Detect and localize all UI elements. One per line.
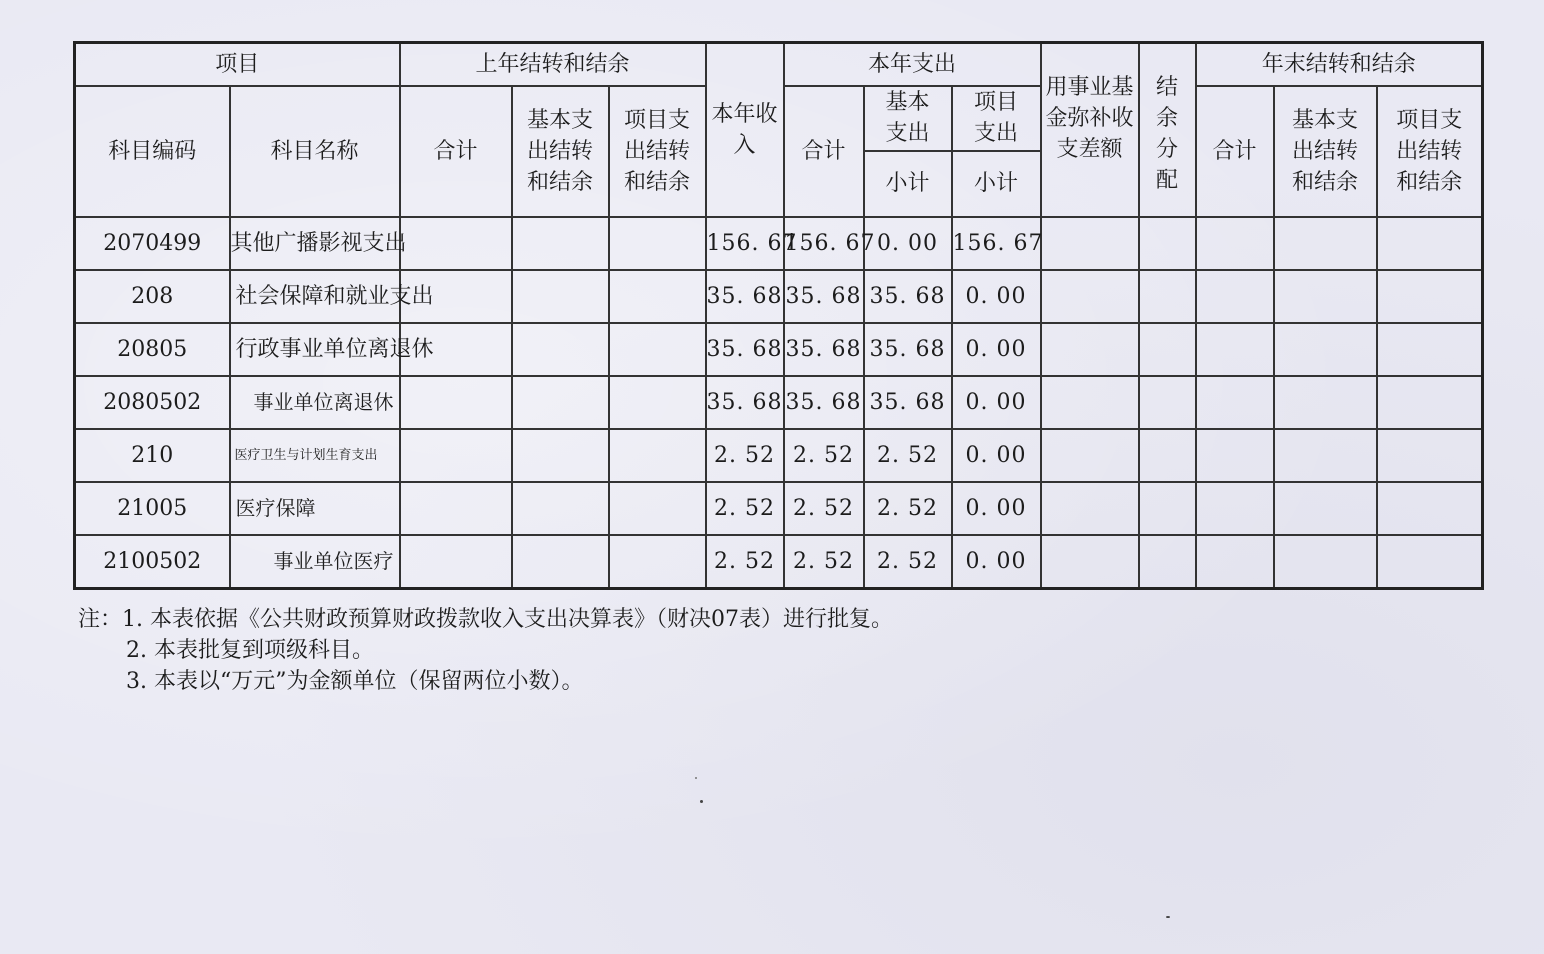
- header-expense: 本年支出: [784, 43, 1041, 86]
- subject-code: 2100502: [75, 535, 230, 589]
- end-total-cell: [1196, 535, 1274, 589]
- header-exp-project-subtotal: 小计: [952, 151, 1041, 217]
- income-cell: 2. 52: [706, 535, 784, 589]
- fund-diff-cell: [1041, 270, 1139, 323]
- subject-code: 21005: [75, 482, 230, 535]
- last-basic-cell: [512, 323, 609, 376]
- income-cell: 2. 52: [706, 482, 784, 535]
- exp-project-cell: 0. 00: [952, 376, 1041, 429]
- last-total-cell: [400, 429, 512, 482]
- subject-name: 医疗卫生与计划生育支出: [230, 429, 400, 482]
- header-exp-basic-subtotal: 小计: [864, 151, 952, 217]
- table-row: [75, 270, 1483, 323]
- last-project-cell: [609, 270, 706, 323]
- exp-project-cell: 156. 67: [952, 217, 1041, 270]
- exp-basic-cell: 0. 00: [864, 217, 952, 270]
- alloc-cell: [1139, 217, 1196, 270]
- exp-project-cell: 0. 00: [952, 535, 1041, 589]
- subject-name: 事业单位医疗: [230, 535, 400, 589]
- end-basic-cell: [1274, 535, 1377, 589]
- end-project-cell: [1377, 376, 1483, 429]
- end-total-cell: [1196, 376, 1274, 429]
- fund-diff-cell: [1041, 217, 1139, 270]
- header-code: 科目编码: [75, 86, 230, 217]
- last-basic-cell: [512, 535, 609, 589]
- header-last-project: 项目支出结转和结余: [609, 86, 706, 217]
- income-cell: 35. 68: [706, 270, 784, 323]
- header-year-end: 年末结转和结余: [1196, 43, 1483, 86]
- last-project-cell: [609, 217, 706, 270]
- income-cell: 156. 67: [706, 217, 784, 270]
- exp-project-cell: 0. 00: [952, 429, 1041, 482]
- last-project-cell: [609, 429, 706, 482]
- table-row: [75, 535, 1483, 589]
- end-project-cell: [1377, 429, 1483, 482]
- scan-speck: [695, 777, 697, 779]
- exp-project-cell: 0. 00: [952, 323, 1041, 376]
- end-project-cell: [1377, 482, 1483, 535]
- alloc-cell: [1139, 270, 1196, 323]
- exp-basic-cell: 2. 52: [864, 482, 952, 535]
- last-total-cell: [400, 535, 512, 589]
- header-income: 本年收入: [706, 43, 784, 217]
- exp-basic-cell: 35. 68: [864, 323, 952, 376]
- exp-total-cell: 156. 67: [784, 217, 864, 270]
- alloc-cell: [1139, 323, 1196, 376]
- table-row: [75, 482, 1483, 535]
- end-basic-cell: [1274, 217, 1377, 270]
- header-last-year: 上年结转和结余: [400, 43, 706, 86]
- exp-project-cell: 0. 00: [952, 482, 1041, 535]
- last-total-cell: [400, 376, 512, 429]
- exp-basic-cell: 35. 68: [864, 376, 952, 429]
- header-project: 项目: [75, 43, 400, 86]
- header-end-project: 项目支出结转和结余: [1377, 86, 1483, 217]
- header-name: 科目名称: [230, 86, 400, 217]
- end-total-cell: [1196, 270, 1274, 323]
- subject-code: 208: [75, 270, 230, 323]
- subject-name: 医疗保障: [230, 482, 400, 535]
- header-last-total: 合计: [400, 86, 512, 217]
- end-basic-cell: [1274, 482, 1377, 535]
- fund-diff-cell: [1041, 323, 1139, 376]
- table-row: [75, 376, 1483, 429]
- scan-speck: [700, 800, 703, 803]
- end-total-cell: [1196, 429, 1274, 482]
- note-line-1: 注：1. 本表依据《公共财政预算财政拨款收入支出决算表》（财决07表）进行批复。: [78, 607, 893, 632]
- table-notes: [78, 604, 893, 697]
- subject-name: 行政事业单位离退休: [230, 323, 400, 376]
- end-basic-cell: [1274, 429, 1377, 482]
- subject-code: 210: [75, 429, 230, 482]
- subject-name: 其他广播影视支出: [230, 217, 400, 270]
- exp-project-cell: 0. 00: [952, 270, 1041, 323]
- header-balance-alloc: 结余分配: [1139, 43, 1196, 217]
- income-cell: 35. 68: [706, 376, 784, 429]
- final-accounts-table: [73, 41, 1484, 590]
- exp-basic-cell: 35. 68: [864, 270, 952, 323]
- end-total-cell: [1196, 482, 1274, 535]
- subject-name: 社会保障和就业支出: [230, 270, 400, 323]
- exp-basic-cell: 2. 52: [864, 535, 952, 589]
- last-basic-cell: [512, 217, 609, 270]
- header-exp-project: 项目支出: [952, 86, 1041, 151]
- table-row: [75, 217, 1483, 270]
- end-total-cell: [1196, 217, 1274, 270]
- fund-diff-cell: [1041, 482, 1139, 535]
- note-line-2: 2. 本表批复到项级科目。: [126, 638, 374, 663]
- fund-diff-cell: [1041, 535, 1139, 589]
- subject-code: 2080502: [75, 376, 230, 429]
- header-exp-basic: 基本支出: [864, 86, 952, 151]
- subject-code: 2070499: [75, 217, 230, 270]
- end-project-cell: [1377, 270, 1483, 323]
- fund-diff-cell: [1041, 376, 1139, 429]
- last-project-cell: [609, 376, 706, 429]
- table-row: [75, 323, 1483, 376]
- income-cell: 2. 52: [706, 429, 784, 482]
- last-project-cell: [609, 482, 706, 535]
- alloc-cell: [1139, 535, 1196, 589]
- income-cell: 35. 68: [706, 323, 784, 376]
- end-basic-cell: [1274, 270, 1377, 323]
- alloc-cell: [1139, 429, 1196, 482]
- alloc-cell: [1139, 376, 1196, 429]
- exp-total-cell: 2. 52: [784, 482, 864, 535]
- end-basic-cell: [1274, 376, 1377, 429]
- note-line-3: 3. 本表以“万元”为金额单位（保留两位小数）。: [126, 669, 584, 694]
- last-total-cell: [400, 217, 512, 270]
- header-last-basic: 基本支出结转和结余: [512, 86, 609, 217]
- subject-name: 事业单位离退休: [230, 376, 400, 429]
- end-project-cell: [1377, 323, 1483, 376]
- subject-code: 20805: [75, 323, 230, 376]
- header-end-basic: 基本支出结转和结余: [1274, 86, 1377, 217]
- header-row-1: [75, 43, 1483, 86]
- exp-total-cell: 35. 68: [784, 323, 864, 376]
- table-row: [75, 429, 1483, 482]
- last-basic-cell: [512, 429, 609, 482]
- last-project-cell: [609, 535, 706, 589]
- last-basic-cell: [512, 270, 609, 323]
- last-total-cell: [400, 482, 512, 535]
- header-fund-diff: 用事业基金弥补收支差额: [1041, 43, 1139, 217]
- exp-total-cell: 35. 68: [784, 376, 864, 429]
- exp-total-cell: 2. 52: [784, 429, 864, 482]
- end-total-cell: [1196, 323, 1274, 376]
- end-basic-cell: [1274, 323, 1377, 376]
- last-basic-cell: [512, 482, 609, 535]
- end-project-cell: [1377, 217, 1483, 270]
- last-basic-cell: [512, 376, 609, 429]
- last-project-cell: [609, 323, 706, 376]
- end-project-cell: [1377, 535, 1483, 589]
- header-end-total: 合计: [1196, 86, 1274, 217]
- exp-basic-cell: 2. 52: [864, 429, 952, 482]
- fund-diff-cell: [1041, 429, 1139, 482]
- scan-speck: [1166, 916, 1170, 918]
- exp-total-cell: 2. 52: [784, 535, 864, 589]
- exp-total-cell: 35. 68: [784, 270, 864, 323]
- header-exp-total: 合计: [784, 86, 864, 217]
- alloc-cell: [1139, 482, 1196, 535]
